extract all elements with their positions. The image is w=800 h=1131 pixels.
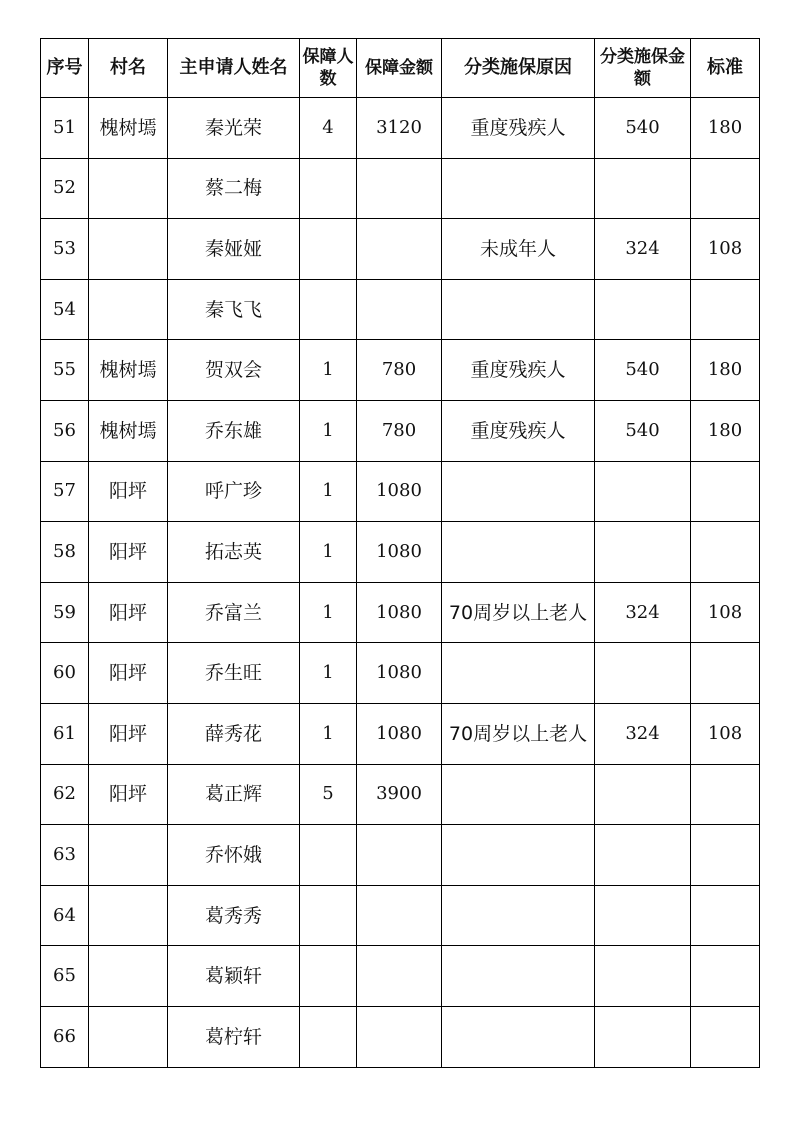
cell-applicant: 葛秀秀: [168, 885, 300, 946]
cell-persons: 5: [300, 764, 357, 825]
header-village: 村名: [89, 39, 168, 98]
cell-village: [89, 219, 168, 280]
cell-amount: [357, 1006, 442, 1067]
cell-standard: [691, 764, 760, 825]
cell-index: 63: [41, 825, 89, 886]
cell-class-amount: 324: [595, 582, 691, 643]
cell-amount: 780: [357, 340, 442, 401]
cell-persons: [300, 219, 357, 280]
table-row: [41, 400, 760, 461]
cell-amount: 780: [357, 400, 442, 461]
table-row: [41, 1006, 760, 1067]
cell-reason: 重度残疾人: [442, 400, 595, 461]
cell-persons: 1: [300, 643, 357, 704]
cell-class-amount: 324: [595, 703, 691, 764]
cell-persons: 1: [300, 703, 357, 764]
cell-reason: 重度残疾人: [442, 340, 595, 401]
table-row: [41, 643, 760, 704]
cell-persons: 1: [300, 461, 357, 522]
cell-index: 60: [41, 643, 89, 704]
header-row: [41, 39, 760, 98]
cell-amount: 3900: [357, 764, 442, 825]
cell-village: 阳坪: [89, 582, 168, 643]
cell-reason: 重度残疾人: [442, 98, 595, 159]
cell-class-amount: 540: [595, 340, 691, 401]
table-row: [41, 885, 760, 946]
cell-amount: 1080: [357, 643, 442, 704]
cell-reason: [442, 1006, 595, 1067]
cell-village: 槐树墕: [89, 98, 168, 159]
cell-class-amount: 324: [595, 219, 691, 280]
cell-applicant: 薛秀花: [168, 703, 300, 764]
cell-reason: [442, 946, 595, 1007]
cell-standard: [691, 158, 760, 219]
cell-standard: [691, 885, 760, 946]
cell-index: 57: [41, 461, 89, 522]
cell-index: 55: [41, 340, 89, 401]
cell-standard: 108: [691, 703, 760, 764]
cell-persons: [300, 1006, 357, 1067]
cell-standard: [691, 522, 760, 583]
header-standard: 标准: [691, 39, 760, 98]
cell-village: 阳坪: [89, 522, 168, 583]
cell-amount: [357, 158, 442, 219]
cell-village: 阳坪: [89, 643, 168, 704]
cell-standard: [691, 279, 760, 340]
cell-village: [89, 885, 168, 946]
cell-applicant: 乔怀娥: [168, 825, 300, 886]
cell-village: [89, 825, 168, 886]
cell-reason: [442, 643, 595, 704]
cell-index: 61: [41, 703, 89, 764]
cell-amount: 3120: [357, 98, 442, 159]
cell-applicant: 乔东雄: [168, 400, 300, 461]
allowance-table: [40, 38, 760, 1068]
cell-applicant: 蔡二梅: [168, 158, 300, 219]
cell-index: 51: [41, 98, 89, 159]
table-row: [41, 461, 760, 522]
cell-applicant: 乔生旺: [168, 643, 300, 704]
cell-village: [89, 279, 168, 340]
cell-applicant: 葛柠轩: [168, 1006, 300, 1067]
cell-reason: [442, 764, 595, 825]
cell-persons: 1: [300, 522, 357, 583]
cell-class-amount: [595, 461, 691, 522]
cell-applicant: 葛正辉: [168, 764, 300, 825]
cell-reason: 70周岁以上老人: [442, 703, 595, 764]
cell-index: 66: [41, 1006, 89, 1067]
cell-persons: [300, 825, 357, 886]
cell-standard: 180: [691, 400, 760, 461]
header-class-amount: 分类施保金额: [595, 39, 691, 98]
cell-village: [89, 158, 168, 219]
cell-persons: 4: [300, 98, 357, 159]
cell-index: 65: [41, 946, 89, 1007]
cell-reason: [442, 825, 595, 886]
cell-standard: [691, 643, 760, 704]
cell-amount: [357, 946, 442, 1007]
header-amount: 保障金额: [357, 39, 442, 98]
cell-amount: 1080: [357, 582, 442, 643]
cell-applicant: 呼广珍: [168, 461, 300, 522]
cell-reason: 未成年人: [442, 219, 595, 280]
cell-persons: 1: [300, 400, 357, 461]
cell-amount: [357, 219, 442, 280]
header-index: 序号: [41, 39, 89, 98]
cell-persons: 1: [300, 340, 357, 401]
cell-persons: [300, 885, 357, 946]
cell-amount: 1080: [357, 522, 442, 583]
cell-standard: [691, 825, 760, 886]
table-row: [41, 582, 760, 643]
cell-standard: [691, 461, 760, 522]
cell-reason: [442, 279, 595, 340]
cell-index: 62: [41, 764, 89, 825]
cell-index: 58: [41, 522, 89, 583]
cell-class-amount: [595, 825, 691, 886]
cell-reason: [442, 461, 595, 522]
table-body: [41, 98, 760, 1068]
cell-class-amount: [595, 279, 691, 340]
cell-standard: [691, 1006, 760, 1067]
cell-class-amount: [595, 643, 691, 704]
cell-applicant: 秦光荣: [168, 98, 300, 159]
cell-standard: 108: [691, 219, 760, 280]
header-reason: 分类施保原因: [442, 39, 595, 98]
header-applicant: 主申请人姓名: [168, 39, 300, 98]
cell-village: [89, 946, 168, 1007]
cell-persons: 1: [300, 582, 357, 643]
cell-amount: 1080: [357, 461, 442, 522]
cell-amount: 1080: [357, 703, 442, 764]
cell-class-amount: [595, 764, 691, 825]
cell-applicant: 秦娅娅: [168, 219, 300, 280]
table-row: [41, 98, 760, 159]
cell-reason: [442, 885, 595, 946]
cell-class-amount: [595, 885, 691, 946]
table-row: [41, 946, 760, 1007]
cell-persons: [300, 946, 357, 1007]
cell-index: 64: [41, 885, 89, 946]
cell-reason: 70周岁以上老人: [442, 582, 595, 643]
cell-applicant: 秦飞飞: [168, 279, 300, 340]
cell-standard: 108: [691, 582, 760, 643]
cell-applicant: 乔富兰: [168, 582, 300, 643]
table-row: [41, 522, 760, 583]
cell-amount: [357, 279, 442, 340]
cell-reason: [442, 158, 595, 219]
cell-index: 53: [41, 219, 89, 280]
cell-standard: 180: [691, 340, 760, 401]
cell-village: 槐树墕: [89, 340, 168, 401]
table-row: [41, 219, 760, 280]
cell-index: 52: [41, 158, 89, 219]
cell-village: 槐树墕: [89, 400, 168, 461]
table-row: [41, 825, 760, 886]
cell-class-amount: [595, 1006, 691, 1067]
cell-index: 59: [41, 582, 89, 643]
cell-index: 56: [41, 400, 89, 461]
cell-persons: [300, 279, 357, 340]
cell-village: 阳坪: [89, 764, 168, 825]
cell-standard: 180: [691, 98, 760, 159]
table-row: [41, 703, 760, 764]
cell-class-amount: [595, 158, 691, 219]
cell-applicant: 贺双会: [168, 340, 300, 401]
table-row: [41, 340, 760, 401]
table-row: [41, 158, 760, 219]
cell-class-amount: [595, 946, 691, 1007]
cell-amount: [357, 885, 442, 946]
cell-applicant: 拓志英: [168, 522, 300, 583]
cell-persons: [300, 158, 357, 219]
cell-village: 阳坪: [89, 461, 168, 522]
cell-standard: [691, 946, 760, 1007]
cell-amount: [357, 825, 442, 886]
cell-class-amount: 540: [595, 400, 691, 461]
cell-index: 54: [41, 279, 89, 340]
cell-class-amount: 540: [595, 98, 691, 159]
header-persons: 保障人数: [300, 39, 357, 98]
cell-village: [89, 1006, 168, 1067]
cell-class-amount: [595, 522, 691, 583]
table-row: [41, 279, 760, 340]
cell-reason: [442, 522, 595, 583]
cell-applicant: 葛颖轩: [168, 946, 300, 1007]
cell-village: 阳坪: [89, 703, 168, 764]
table-row: [41, 764, 760, 825]
